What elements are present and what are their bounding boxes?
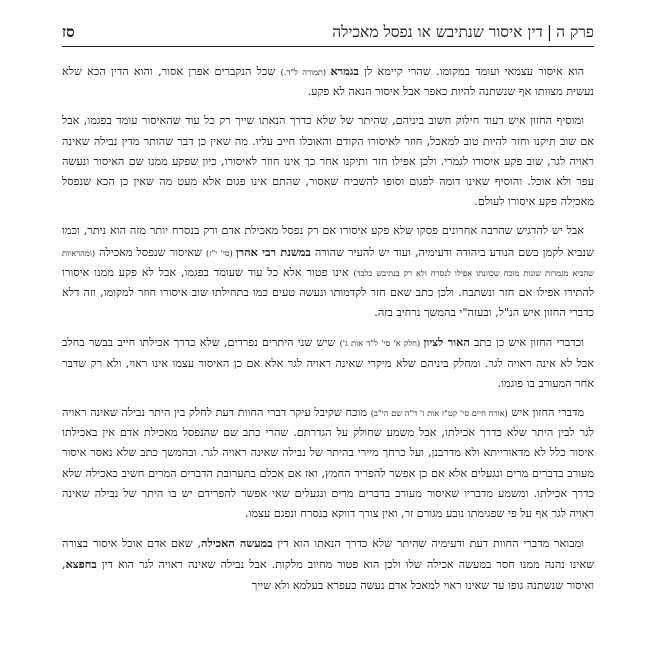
header-separator: | bbox=[546, 23, 553, 41]
paragraph-4 bbox=[62, 332, 594, 394]
text-run: אינו פטור אלא כל עוד שעומד בפגמו, אבל לא פקע ממנו איסורו להתירו אפילו אם חזר ונשתבח. ולכן כתב שאם חזר לקדמותו ונעשה טעים כמו בתחילתו שוב איסורו חוזר למקומו, וזה דלא כדברי החזון איש הנ"ל, ובעזה"י בהמשך נרחיב בזה. bbox=[62, 265, 594, 320]
bold-source: בגמרא bbox=[330, 64, 359, 78]
paragraph-5 bbox=[62, 403, 594, 524]
paragraph-2 bbox=[62, 111, 594, 212]
parenthetical-note: (ומהראיות שהביא מגמרות שונות מוכח שכוונתו אפילו לנסרח ולא רק בנתיבש בלבד) bbox=[62, 247, 594, 278]
running-title bbox=[332, 22, 594, 42]
page-number: סז bbox=[62, 23, 75, 41]
text-run: ומבואר מדברי החוות דעת ודעימיה שהיתר שלא כדרך הנאתו הוא דין bbox=[272, 537, 584, 551]
text-run: הוא איסור עצמאי ועומד במקומו. שהרי קיימא לן bbox=[358, 65, 584, 78]
chapter-title: דין איסור שנתיבש או נפסל מאכילה bbox=[332, 23, 543, 41]
bold-term: בחפצא bbox=[65, 557, 97, 572]
citation: (אורח חיים סי' קט"ז אות ז' ד"ה שם הי"ב) bbox=[370, 408, 508, 419]
text-run: וכדברי החזון איש כן כתב bbox=[469, 336, 584, 350]
text-run: ומוסיף החזון איש דעוד חילוק חשוב ביניהם, שהיתר של שלא כדרך הנאתו שייך רק כל עוד שהאיסור עומד בפגמו, אבל אם שוב תיקנו וחזר להיות טוב למאכל, חוזר לאיסורו הקודם והאוכלו חייב עליו. מה שאין כן דבר שהותר מדין נבילה שאינה ראויה לגר, שוב פקע איסורו לגמרי. ולכן אפילו חזר ותיקנו אחר כך אינו חוזר לאיסורו, כיון שפקע ממנו שם האיסור ונעשה עפר ולא אוכל. והוסיף שאינו דומה לפגום וסופו להשביח שאסור, שהתם אינו פגום אלא מעט מה שאין כן הכא שנפסל מאכילה פקע איסורו לעולם. bbox=[62, 114, 594, 209]
bold-source: האור לציון bbox=[423, 335, 470, 350]
bold-source: במשנת רבי אהרן bbox=[235, 244, 311, 259]
citation: (תמורה ל"ד.) bbox=[280, 67, 331, 77]
paragraph-6 bbox=[62, 533, 594, 596]
text-run: שאיסור שנפסל מאכילה bbox=[95, 245, 206, 259]
perek-label: פרק ה bbox=[556, 23, 594, 41]
text-run: אבל יש להדגיש שהרבה אחרונים פסקו שלא פקע איסורו אם רק נפסל מאכילת אדם ורק בנסרח יותר מזה הוא ניתר, וכמו שנביא לקמן בשם הנודע ביהודה ודעימיה, ועוד יש להעיר שהורה bbox=[62, 224, 594, 259]
text-run: שיש שני היתרים נפרדים, שלא כדרך אכילתו חייב בבשר בחלב אבל לא אינה ראויה לגר. ומחלק ביניהם שלא מיקרי שאינה ראויה לגר אלא אם כן האיסור עצמו אינו ראוי, ולא רק שדבר אחר המעורב בו פוגמו. bbox=[62, 336, 594, 390]
text-run: , ואיסור שנשתנה גופו עד שאינו ראוי למאכל אדם נעשה כעפרא בעלמא ולא שייך bbox=[62, 558, 594, 592]
page-header bbox=[62, 22, 594, 47]
text-run: שכל הנקברים אפרן אסור, והוא הדין הכא שלא נעשית מצוותו אף שנשתנה להיות כאפר אבל איסור הנאה לא פקע. bbox=[62, 65, 594, 99]
bold-term: במעשה האכילה bbox=[201, 536, 273, 551]
paragraph-1 bbox=[62, 61, 594, 102]
paragraph-3 bbox=[62, 221, 594, 323]
text-run: מוכח שקיבל עיקר דברי החוות דעת לחלק בין היתר נבילה שאינה ראויה לגר לבין היתר שלא כדרך אכילתו, אבל משמע שחולק על הגדרתם. שהרי כתב שם שהנפסל מאכילת אדם אין באכילתו איסור כלל לא מדאורייתא ולא מדרבנן, ועל כרחך מיירי בהיתר של נבילה שאינה ראויה לגר. ובהמשך כתב שלא נאסר איסור מעורב בדברים מרים ונגעלים אלא אם כן אפשר להפריד החמץ, ואז אם אכלם בתערובת הדברים המרים חשיב כאכילה שלא כדרך אכילתו. ומשמע מדבריו שאיסור מעורב בדברים מרים ונגעלים שאי אפשר להפרידם יש בו היתר של נבילה שאינה ראויה לגר אף על פי שפגימתו נובע מגורם זר, ואין צורך דווקא בנסרח ונפגם עצמו. bbox=[62, 406, 594, 521]
text-run: , שאם אדם אוכל איסור בצורה שאינו נהנה ממנו חסר במעשה אכילה שלו ולכן הוא פטור מחיוב מלקות. אבל נבילה שאינה ראויה לגר הוא דין bbox=[62, 537, 594, 572]
citation: (סי' י"ז) bbox=[205, 247, 236, 258]
text-run: מדברי החזון איש bbox=[507, 406, 584, 420]
citation: (חלק א' סי' ל"ד אות ג') bbox=[339, 338, 424, 349]
